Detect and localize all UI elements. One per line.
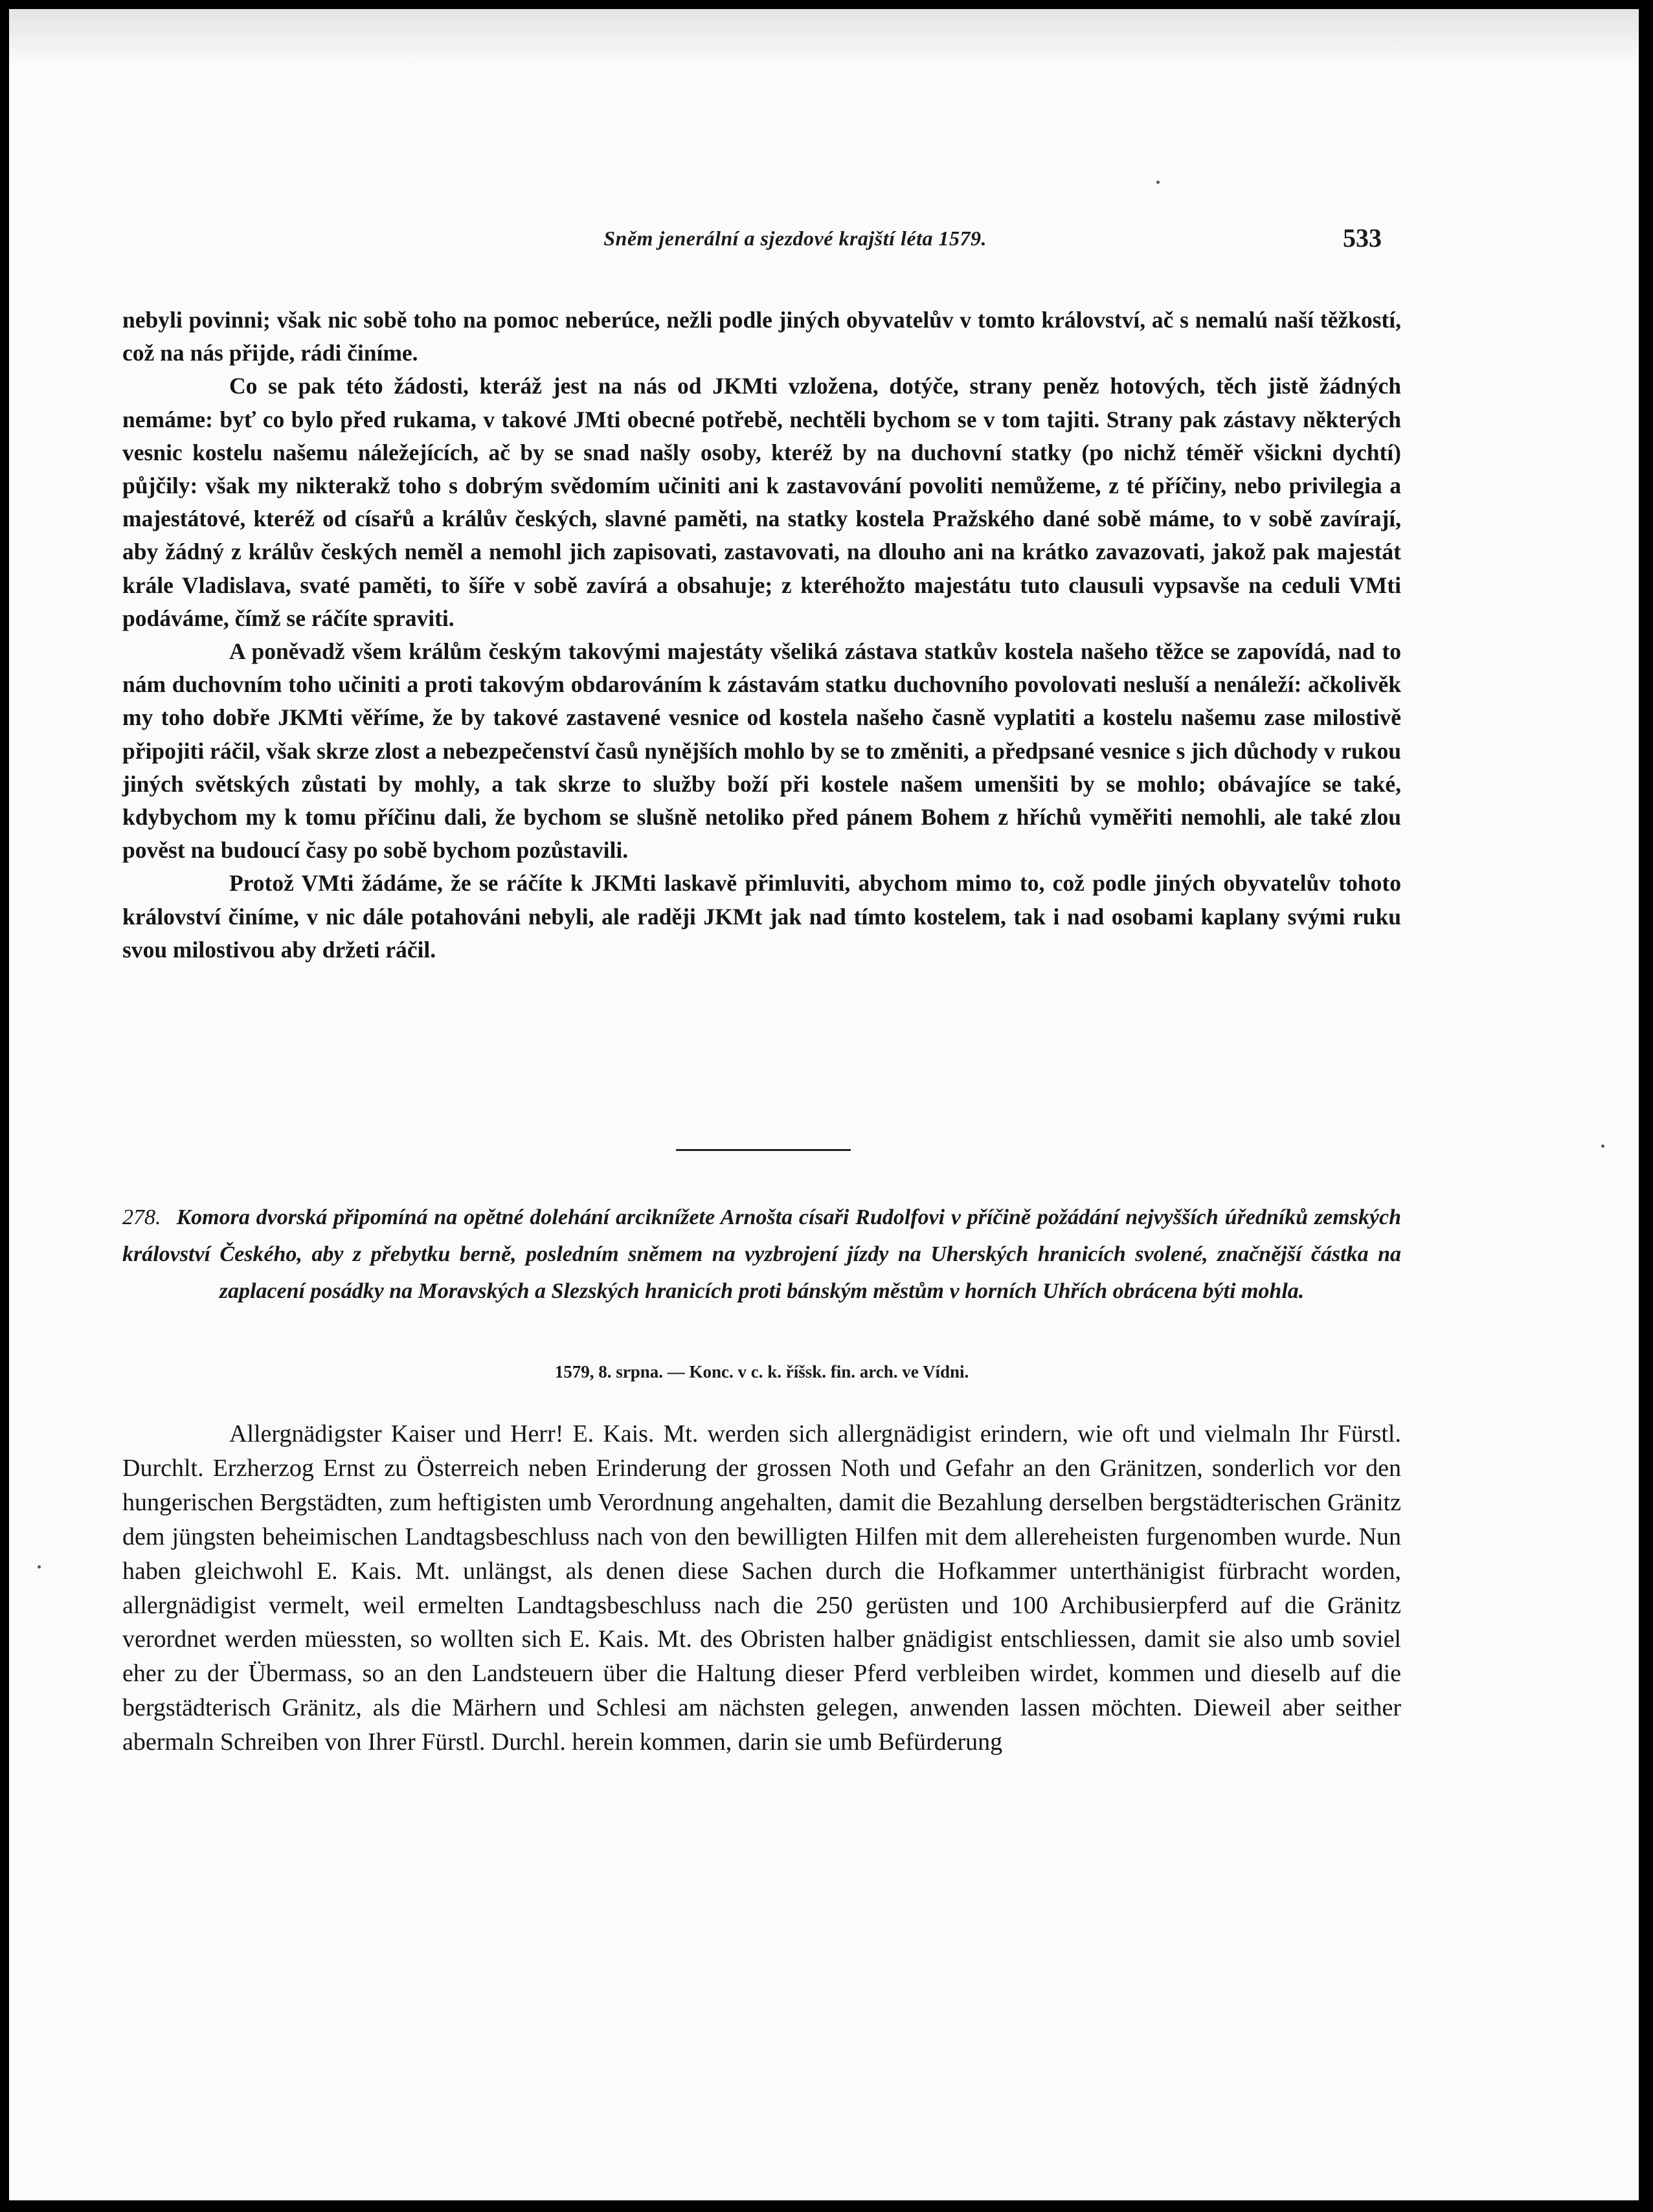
czech-paragraph: Co se pak této žádosti, kteráž jest na nás od JKMti vzložena, dotýče, strany peněz hotových, těch jistě žádných nemáme: byť co bylo před rukama, v takové JMti obecné potřebě, nechtěli bychom se v tom tajiti. Strany pak zástavy některých vesnic kostelu našemu náležejících, ač by se snad našly osoby, kteréž by na duchovní statky (po nichž téměř všickni dychtí) půjčily: však my nikterakž toho s dobrým svědomím učiniti ani k zastavování povoliti nemůžeme, z té příčiny, nebo privilegia a majestátové, kteréž od císařů a králův českých, slavné paměti, na statky kostela Pražského dané sobě máme, to v sobě zavírají, aby žádný z králův českých neměl a nemohl jich zapisovati, zastavovati, na dlouho ani na krátko zavazovati, jakož pak majestát krále Vladislava, svaté paměti, to šíře v sobě zavírá a obsahuje; z kteréhožto majestátu tuto clausuli vypsavše na ceduli VMti podáváme, čímž se ráčíte spraviti. [122, 373, 1401, 631]
page-number: 533 [1343, 223, 1382, 252]
section-divider [676, 1149, 851, 1151]
scan-speck [1156, 181, 1160, 184]
czech-paragraph: A poněvadž všem králům českým takovými majestáty všeliká zástava statkův kostela našeho těžce se zapovídá, nad to nám duchovním toho učiniti a proti takovým obdarováním k zástavám statku duchovního povolovati nesluší a nenáleží: ačkolivěk my toho dobře JKMti věříme, že by takové zastavené vesnice od kostela našeho časně vyplatiti a kostelu našemu zase milostivě připojiti ráčil, však skrze zlost a nebezpečenství časů nynějších mohlo by se to změniti, a předpsané vesnice s jich důchody v rukou jiných světských zůstati by mohly, a tak skrze to služby boží při kostele našem umenšiti by se mohlo; obávajíce se také, kdybychom my k tomu příčinu dali, že bychom se slušně netoliko před pánem Bohem z hříchů vyměřiti nemohli, ale také zlou pověst na budoucí časy po sobě bychom pozůstavili. [122, 638, 1401, 864]
document-source-line: 1579, 8. srpna. — Konc. v c. k. říšsk. fin. arch. ve Vídni. [554, 1362, 969, 1381]
running-title: Sněm jenerální a sjezdové krajští léta 1579. [603, 227, 987, 250]
scan-speck [1601, 1145, 1604, 1148]
german-text-block [122, 1417, 1401, 1760]
czech-paragraph: Protož VMti žádáme, že se ráčíte k JKMti laskavě přimluviti, abychom mimo to, což podle jiných obyvatelův tohoto království činíme, v nic dále potahováni nebyli, ale raději JKMt jak nad tímto kostelem, tak i nad osobami kaplany svými ruku svou milostivou aby držeti ráčil. [122, 870, 1401, 963]
czech-text-block [122, 304, 1401, 966]
scan-speck [38, 1565, 41, 1569]
document-heading [122, 1199, 1401, 1310]
czech-paragraph: nebyli povinni; však nic sobě toho na pomoc neberúce, nežli podle jiných obyvatelův v tomto království, ač s nemalú naší těžkostí, což na nás přijde, rádi činíme. [122, 307, 1401, 366]
document-title: Komora dvorská připomíná na opětné dolehání arciknížete Arnošta císaři Rudolfovi v příčině požádání nejvyšších úředníků zemských království Českého, aby z přebytku berně, posledním sněmem na vyzbrojení jízdy na Uherských hranicích svolené, značnější částka na zaplacení posádky na Moravských a Slezských hranicích proti bánským městům v horních Uhřích obrácena býti mohla. [122, 1205, 1401, 1303]
document-number: 278. [122, 1205, 161, 1229]
german-paragraph: Allergnädigster Kaiser und Herr! E. Kais. Mt. werden sich allergnädigist erindern, wie oft und vielmaln Ihr Fürstl. Durchlt. Erzherzog Ernst zu Österreich neben Erinderung der grossen Noth und Gefahr an den Gränitzen, sonderlich vor den hungerischen Bergstädten, zum heftigisten umb Verordnung angehalten, damit die Bezahlung derselben bergstädterischen Gränitz dem jüngsten beheimischen Landtagsbeschluss nach von den bewilligten Hilfen mit dem allereheisten furgenomben wurde. Nun haben gleichwohl E. Kais. Mt. unlängst, als denen diese Sachen durch die Hofkammer unterthänigist fürbracht worden, allergnädigist vermelt, weil ermelten Landtagsbeschluss nach die 250 gerüsten und 100 Archibusierpferd auf die Gränitz verordnet werden müessten, so wollten sich E. Kais. Mt. des Obristen halber gnädigist entschliessen, damit sie also umb soviel eher zu der Übermass, so an den Landsteuern über die Haltung dieser Pferd verbleiben wirdet, kommen und dieselb auf die bergstädterisch Gränitz, als die Märhern und Schlesi am nächsten gelegen, anwenden lassen möchten. Dieweil aber seither abermaln Schreiben von Ihrer Fürstl. Durchl. herein kommen, darin sie umb Befürderung [122, 1420, 1401, 1756]
book-page [9, 9, 1639, 2200]
